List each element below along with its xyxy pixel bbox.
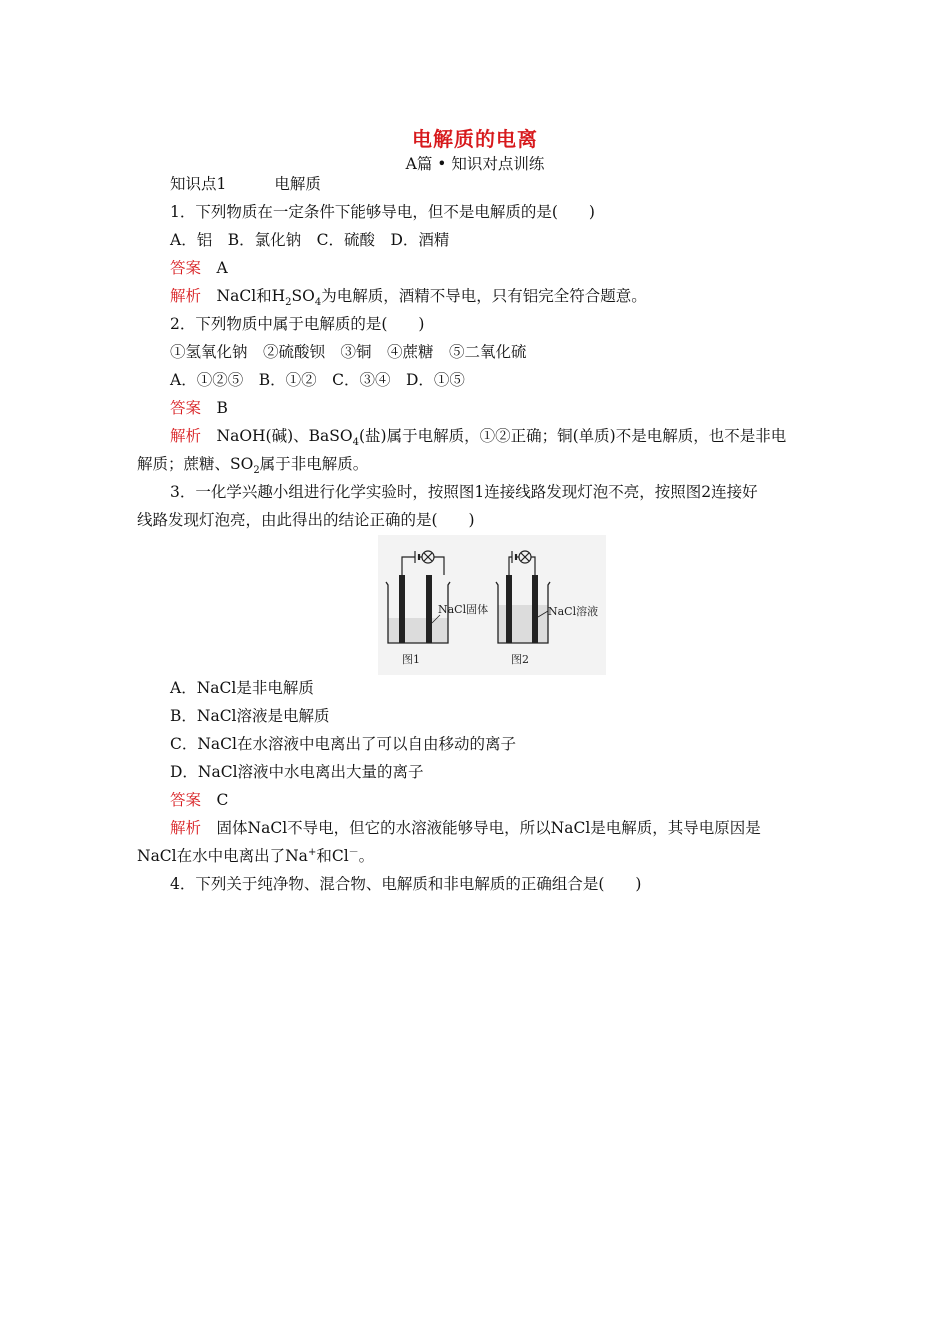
q3-option-b: B．NaCl溶液是电解质 bbox=[170, 707, 330, 725]
analysis-text: 固体NaCl不导电，但它的水溶液能够导电，所以NaCl是电解质，其导电原因是 bbox=[216, 819, 761, 837]
analysis-text: 属于非电解质。 bbox=[259, 455, 369, 473]
figure1-label: NaCl固体 bbox=[438, 603, 489, 616]
analysis-text: 解质；蔗糖、SO bbox=[137, 455, 254, 473]
analysis-label: 解析 bbox=[170, 287, 202, 305]
experiment-figure bbox=[378, 535, 606, 675]
analysis-text: SO bbox=[291, 287, 315, 305]
q3-option-c: C．NaCl在水溶液中电离出了可以自由移动的离子 bbox=[170, 735, 516, 753]
q3-analysis-line1 bbox=[170, 818, 761, 838]
q2-items: ①氢氧化钠 ②硫酸钡 ③铜 ④蔗糖 ⑤二氧化硫 bbox=[170, 343, 527, 361]
superscript: － bbox=[348, 846, 359, 858]
analysis-text: 。 bbox=[358, 847, 375, 865]
answer-label: 答案 bbox=[170, 791, 202, 809]
answer-value: A bbox=[216, 259, 228, 277]
q3-option-d: D．NaCl溶液中水电离出大量的离子 bbox=[170, 763, 424, 781]
section-heading bbox=[170, 174, 321, 194]
figure2-caption: 图2 bbox=[511, 653, 529, 666]
section-name: 电解质 bbox=[274, 175, 321, 193]
analysis-text: NaOH(碱)、BaSO bbox=[216, 427, 353, 445]
q2-analysis-line2 bbox=[137, 454, 369, 477]
analysis-label: 解析 bbox=[170, 819, 202, 837]
q1-answer bbox=[170, 258, 228, 278]
analysis-text: 和Cl bbox=[316, 847, 349, 865]
figure1-caption: 图1 bbox=[402, 653, 420, 666]
subscript: 2 bbox=[253, 465, 260, 477]
page-title: 电解质的电离 bbox=[412, 127, 538, 151]
q3-option-a: A．NaCl是非电解质 bbox=[170, 679, 314, 697]
analysis-text: NaCl在水中电离出了Na bbox=[137, 847, 308, 865]
q1-options: A．铝 B．氯化钠 C．硫酸 D．酒精 bbox=[170, 231, 450, 249]
analysis-text: NaCl和H bbox=[216, 287, 286, 305]
analysis-text: (盐)属于电解质，①②正确；铜(单质)不是电解质，也不是非电 bbox=[359, 427, 787, 445]
figure2-label: NaCl溶液 bbox=[548, 605, 599, 618]
q3-analysis-line2 bbox=[137, 846, 374, 866]
subscript: 4 bbox=[314, 297, 322, 309]
answer-label: 答案 bbox=[170, 259, 202, 277]
analysis-text: 为电解质，酒精不导电，只有铝完全符合题意。 bbox=[321, 287, 647, 305]
q3-stem-line2: 线路发现灯泡亮，由此得出的结论正确的是( ) bbox=[137, 511, 475, 529]
answer-label: 答案 bbox=[170, 399, 202, 417]
q2-stem: 2．下列物质中属于电解质的是( ) bbox=[170, 315, 425, 333]
q3-answer bbox=[170, 790, 228, 810]
q2-options: A．①②⑤ B．①② C．③④ D．①⑤ bbox=[170, 371, 465, 389]
superscript: + bbox=[307, 846, 317, 858]
subscript: 2 bbox=[285, 297, 292, 309]
page-subtitle: A篇 • 知识对点训练 bbox=[405, 155, 545, 173]
q1-stem: 1．下列物质在一定条件下能够导电，但不是电解质的是( ) bbox=[170, 203, 595, 221]
section-label: 知识点1 bbox=[170, 175, 227, 193]
answer-value: B bbox=[216, 399, 228, 417]
q1-analysis bbox=[170, 286, 647, 309]
answer-value: C bbox=[216, 791, 229, 809]
subscript: 4 bbox=[352, 437, 359, 449]
q4-stem: 4．下列关于纯净物、混合物、电解质和非电解质的正确组合是( ) bbox=[170, 875, 642, 893]
analysis-label: 解析 bbox=[170, 427, 202, 445]
q2-analysis-line1 bbox=[170, 426, 787, 449]
q2-answer bbox=[170, 398, 228, 418]
q3-stem-line1: 3．一化学兴趣小组进行化学实验时，按照图1连接线路发现灯泡不亮，按照图2连接好 bbox=[170, 483, 758, 501]
